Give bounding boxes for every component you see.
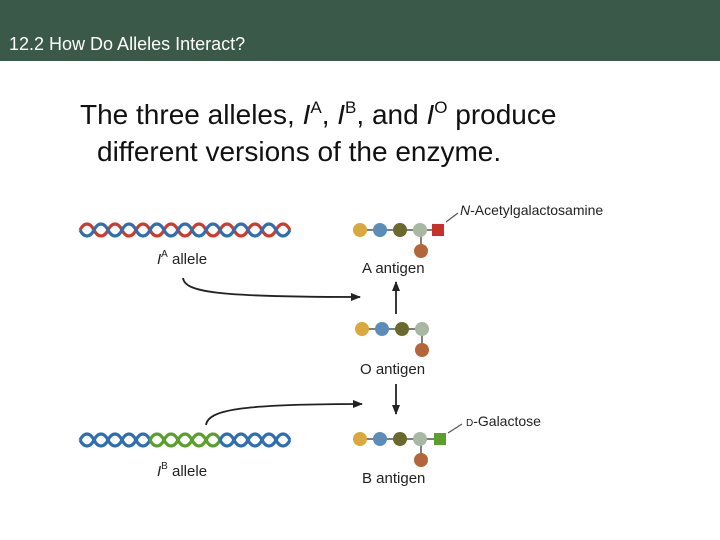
a-sugar-gold bbox=[353, 223, 367, 237]
o-antigen-label: O antigen bbox=[360, 361, 426, 378]
a-sugar-brown bbox=[414, 244, 428, 258]
o-antigen-chain bbox=[355, 322, 429, 357]
ia-to-a-arrow bbox=[183, 278, 360, 297]
body-text-line-2: different versions of the enzyme. bbox=[97, 136, 502, 167]
o-sugar-gray bbox=[415, 322, 429, 336]
o-sugar-olive bbox=[395, 322, 409, 336]
o-sugar-gold bbox=[355, 322, 369, 336]
allele-sup-a: A bbox=[310, 98, 322, 117]
a-antigen-label: A antigen bbox=[362, 260, 425, 277]
allele-letter-o: I bbox=[426, 99, 435, 130]
a-antigen-chain bbox=[353, 223, 444, 258]
b-sugar-gray bbox=[413, 432, 427, 446]
slide-title: 12.2 How Do Alleles Interact? bbox=[9, 34, 246, 54]
b-sugar-brown bbox=[414, 453, 428, 467]
ia-dna-helix bbox=[80, 224, 290, 236]
allele-letter-a: I bbox=[302, 99, 311, 130]
ib-dna-helix bbox=[80, 434, 290, 446]
a-sugar-gray bbox=[413, 223, 427, 237]
body-text-produce: produce bbox=[447, 99, 557, 130]
b-sugar-olive bbox=[393, 432, 407, 446]
ia-allele-label: $I^A$ allele bbox=[157, 249, 208, 268]
allele-letter-b: I bbox=[337, 99, 346, 130]
separator-1: , bbox=[321, 99, 338, 130]
b-antigen-label: B antigen bbox=[362, 470, 426, 487]
b-sugar-gold bbox=[353, 432, 367, 446]
o-sugar-blue bbox=[375, 322, 389, 336]
d-galactose-label: D-Galactose bbox=[466, 413, 541, 429]
d-galactose-square bbox=[434, 433, 446, 445]
ib-allele-label: $I^B$ allele bbox=[157, 461, 208, 480]
n-acetylgalactosamine-label: N-Acetylgalactosamine bbox=[460, 202, 604, 218]
body-text-start: The three alleles, bbox=[80, 99, 303, 130]
n-acetylgalactosamine-square bbox=[432, 224, 444, 236]
a-sugar-blue bbox=[373, 223, 387, 237]
a-sugar-olive bbox=[393, 223, 407, 237]
ib-to-b-arrow bbox=[206, 404, 362, 425]
b-sugar-blue bbox=[373, 432, 387, 446]
d-galactose-pointer bbox=[448, 424, 462, 433]
allele-sup-b: B bbox=[345, 98, 357, 117]
o-sugar-brown bbox=[415, 343, 429, 357]
n-acetyl-pointer bbox=[446, 213, 458, 222]
separator-2: , and bbox=[356, 99, 427, 130]
allele-sup-o: O bbox=[434, 98, 448, 117]
b-antigen-chain bbox=[353, 432, 446, 467]
